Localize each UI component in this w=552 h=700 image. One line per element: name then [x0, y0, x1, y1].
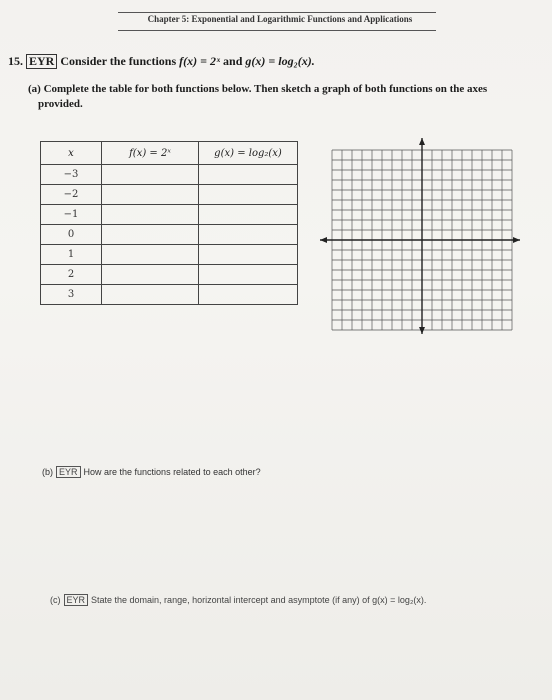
cell-f-input[interactable] — [102, 265, 199, 285]
header-f: f(x) = 2ˣ — [102, 142, 199, 165]
header-g: g(x) = log₂(x) — [199, 142, 298, 165]
cell-x: −1 — [41, 205, 102, 225]
header-x: x — [41, 142, 102, 165]
y-axis-arrow-up-icon — [419, 138, 425, 145]
cell-f-input[interactable] — [102, 205, 199, 225]
g-definition: g(x) = log₂(x). — [245, 54, 315, 68]
part-b-eyr-tag: EYR — [56, 466, 81, 478]
header-bottom-rule — [118, 30, 436, 31]
part-a-label: (a) — [28, 83, 41, 95]
table-row — [41, 225, 298, 245]
cell-f-input[interactable] — [102, 245, 199, 265]
cell-x: 0 — [41, 225, 102, 245]
cell-g-input[interactable] — [199, 165, 298, 185]
values-table — [40, 141, 298, 305]
cell-g-input[interactable] — [199, 245, 298, 265]
table-row — [41, 285, 298, 305]
part-b-text: How are the functions related to each other? — [83, 467, 261, 477]
table-row — [41, 205, 298, 225]
y-axis-arrow-down-icon — [419, 327, 425, 334]
cell-f-input[interactable] — [102, 225, 199, 245]
cell-x: −3 — [41, 165, 102, 185]
table-row — [41, 185, 298, 205]
cell-f-input[interactable] — [102, 185, 199, 205]
table-row — [41, 265, 298, 285]
part-b-prompt — [42, 466, 261, 478]
x-axis-arrow-right-icon — [513, 237, 520, 243]
f-definition: f(x) = 2ˣ — [179, 54, 221, 68]
question-and: and — [223, 54, 243, 68]
cell-f-input[interactable] — [102, 285, 199, 305]
part-c-text: State the domain, range, horizontal intercept and asymptote (if any) of g(x) = log₂(x). — [91, 595, 427, 605]
x-axis-arrow-left-icon — [320, 237, 327, 243]
question-15 — [8, 54, 315, 69]
table-header-row — [41, 142, 298, 165]
coordinate-grid[interactable] — [318, 136, 522, 336]
cell-g-input[interactable] — [199, 285, 298, 305]
chapter-header: Chapter 5: Exponential and Logarithmic Functions and Applications — [147, 14, 413, 24]
cell-g-input[interactable] — [199, 265, 298, 285]
part-a-prompt — [28, 82, 538, 112]
cell-x: 1 — [41, 245, 102, 265]
cell-f-input[interactable] — [102, 165, 199, 185]
cell-g-input[interactable] — [199, 185, 298, 205]
question-prefix: Consider the functions — [60, 54, 177, 68]
question-number: 15. — [8, 54, 23, 68]
part-c-label: (c) — [50, 595, 61, 605]
eyr-tag: EYR — [26, 54, 57, 69]
part-a-text-cont: provided. — [38, 98, 83, 110]
cell-x: 3 — [41, 285, 102, 305]
cell-x: 2 — [41, 265, 102, 285]
part-a-text: Complete the table for both functions below. Then sketch a graph of both functions on the axes — [43, 83, 488, 95]
header-top-rule — [118, 12, 436, 13]
table-row — [41, 245, 298, 265]
part-c-eyr-tag: EYR — [64, 594, 89, 606]
cell-x: −2 — [41, 185, 102, 205]
part-c-prompt — [50, 594, 426, 606]
cell-g-input[interactable] — [199, 225, 298, 245]
part-b-label: (b) — [42, 467, 53, 477]
cell-g-input[interactable] — [199, 205, 298, 225]
table-row — [41, 165, 298, 185]
